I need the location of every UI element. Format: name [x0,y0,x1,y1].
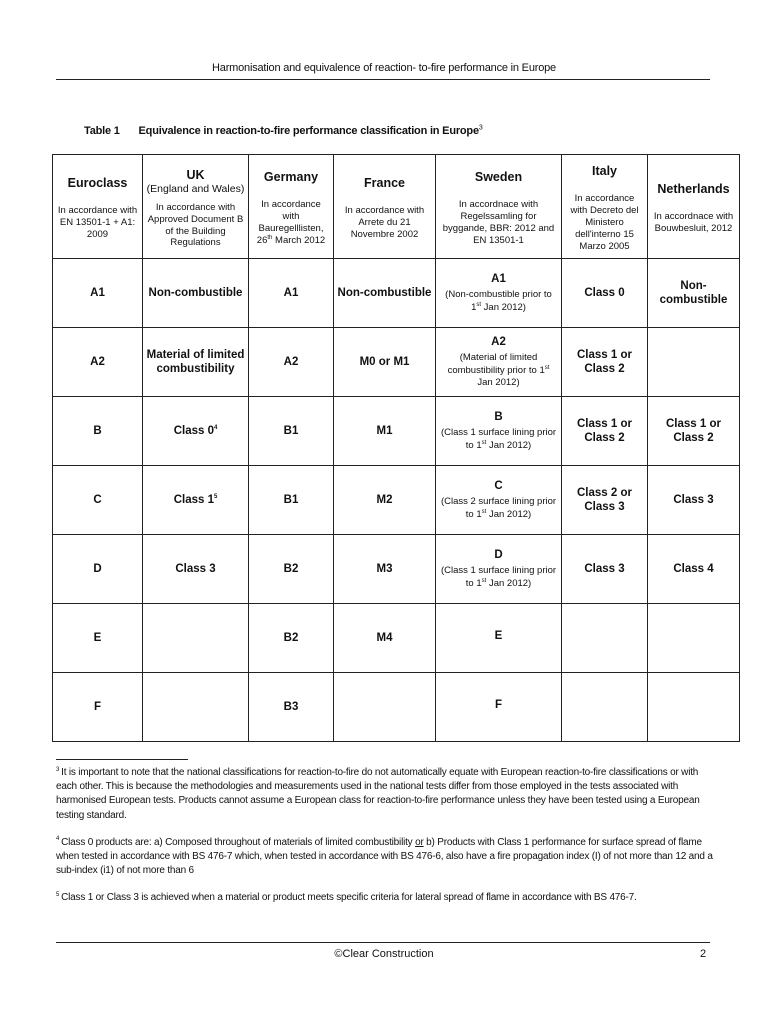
cell-netherlands: Non-combustible [648,259,740,328]
cell-uk-sup: 4 [213,424,218,431]
footnote-3-text: It is important to note that the national classifications for reaction-to-fire do not automatically equate with European reaction-to-fire classifications or with each other. This is because the methodologies and measurements used in the national tests differ from those employed in the tests associated with harmonised European tests. Products cannot assume a European class for reaction-to-fire performance unless they have been tested using a European testing standard. [56,767,700,821]
table-header-row [53,155,740,259]
cell-uk-text: Material of limited combustibility [146,348,245,375]
col-spec-germany-a: In accordance with Bauregelllisten, 26 [256,199,324,246]
cell-sweden-class: A2 [491,335,506,348]
col-name-netherlands: Netherlands [657,182,730,197]
sweden-note-b: Jan 2012) [477,376,520,388]
cell-france [334,673,436,742]
cell-uk [143,328,249,397]
cell-italy: Class 3 [562,535,648,604]
running-header: Harmonisation and equivalence of reaction- to-fire performance in Europe [212,62,556,74]
cell-sweden-note [439,427,558,452]
col-header-netherlands [648,155,740,259]
cell-uk [143,259,249,328]
sweden-note-a: (Non-combustible prior to 1 [445,289,552,313]
col-header-uk [143,155,249,259]
cell-euroclass: E [53,604,143,673]
cell-italy: Class 1 or Class 2 [562,397,648,466]
cell-euroclass: A1 [53,259,143,328]
col-spec-germany-sup: th [267,234,273,241]
col-spec-germany [252,199,330,247]
cell-sweden [436,604,562,673]
footer-rule [56,942,710,943]
cell-sweden-note [439,352,558,389]
col-spec-italy: In accordance with Decreto del Ministero dell'interno 15 Marzo 2005 [570,193,639,252]
cell-uk [143,604,249,673]
col-name-germany: Germany [263,170,319,185]
footnote-4-or: or [415,836,424,848]
cell-euroclass: B [53,397,143,466]
cell-uk-text: Class 1 [173,493,214,506]
col-spec-sweden: In accordnace with Regelssamling for byggande, BBR: 2012 and EN 13501-1 [442,199,555,246]
cell-france: M3 [334,535,436,604]
col-name-france: France [364,176,405,191]
sweden-note-a: (Material of limited combustibility prior to 1 [447,352,545,376]
cell-sweden [436,328,562,397]
col-header-germany [249,155,334,259]
sweden-note-sup: st [481,577,487,584]
cell-netherlands [648,673,740,742]
cell-sweden-class: D [494,548,503,561]
col-header-france [334,155,436,259]
cell-uk [143,535,249,604]
cell-sweden-note [439,289,558,314]
cell-sweden [436,466,562,535]
cell-france: Non-combustible [334,259,436,328]
table-row [53,673,740,742]
table-row [53,259,740,328]
col-header-euroclass [53,155,143,259]
sweden-note-sup: st [481,508,487,515]
sweden-note-b: Jan 2012) [481,301,526,313]
col-spec-netherlands: In accordnace with Bouwbesluit, 2012 [653,211,734,234]
cell-netherlands [648,328,740,397]
cell-sweden-note [439,565,558,590]
cell-sweden [436,397,562,466]
cell-italy: Class 1 or Class 2 [562,328,648,397]
sweden-note-sup: st [481,439,487,446]
sweden-note-sup: st [476,301,482,308]
cell-uk [143,397,249,466]
cell-sweden-class: C [494,479,503,492]
cell-italy [562,673,648,742]
table-number: Table 1 [84,125,120,137]
footnote-5-text: Class 1 or Class 3 is achieved when a material or product meets specific criteria for lateral spread of flame in accordance with BS 476-7. [61,892,637,904]
cell-netherlands: Class 3 [648,466,740,535]
cell-france: M1 [334,397,436,466]
cell-germany: B2 [249,535,334,604]
cell-france: M2 [334,466,436,535]
footnote-4-text-a: Class 0 products are: a) Composed throughout of materials of limited combustibility [61,836,416,848]
cell-uk-text: Class 3 [175,562,216,575]
table-row [53,466,740,535]
col-name-sweden: Sweden [474,170,523,185]
footnote-3-mark: 3 [56,766,60,773]
sweden-note-b: Jan 2012) [486,439,532,451]
table-row [53,604,740,673]
cell-sweden-class: F [494,699,503,712]
cell-euroclass: D [53,535,143,604]
cell-netherlands: Class 1 or Class 2 [648,397,740,466]
col-spec-france: In accordance with Arrete du 21 Novembre 2002 [344,205,425,240]
cell-uk [143,466,249,535]
footnote-4-text-b: b) Products with Class 1 performance for surface spread of flame when tested in accordance with BS 476-7 which, when tested in accordance with BS 476-6, also have a fire propagation index (I) of not more than 12 and a sub-index (i1) of not more than 6 [56,836,713,877]
sweden-note-b: Jan 2012) [486,577,532,589]
sweden-note-a: (Class 1 surface lining prior to 1 [440,565,557,589]
table-caption [84,125,483,137]
cell-sweden-class: B [494,410,503,423]
footnote-rule [56,759,188,760]
cell-germany: A2 [249,328,334,397]
col-header-sweden [436,155,562,259]
col-spec-uk: In accordance with Approved Document B of the Building Regulations [147,201,244,249]
equivalence-table [52,154,740,742]
cell-germany: B3 [249,673,334,742]
footer-copyright: ©Clear Construction [334,948,434,960]
cell-sweden [436,673,562,742]
sweden-note-b: Jan 2012) [486,508,532,520]
cell-sweden [436,259,562,328]
footnote-3 [56,766,716,823]
cell-sweden-note [439,496,558,521]
cell-italy [562,604,648,673]
col-region-uk: (England and Wales) [146,182,245,195]
col-name-italy: Italy [591,164,617,179]
header-rule [56,79,710,80]
cell-germany: B1 [249,466,334,535]
cell-euroclass: C [53,466,143,535]
cell-euroclass: F [53,673,143,742]
cell-sweden [436,535,562,604]
caption-footnote-ref: 3 [478,124,483,132]
sweden-note-a: (Class 1 surface lining prior to 1 [440,427,557,451]
cell-germany: B2 [249,604,334,673]
table-row [53,397,740,466]
cell-france: M0 or M1 [334,328,436,397]
sweden-note-sup: st [544,364,550,371]
cell-netherlands: Class 4 [648,535,740,604]
cell-euroclass: A2 [53,328,143,397]
cell-germany: A1 [249,259,334,328]
cell-italy: Class 2 or Class 3 [562,466,648,535]
table-row [53,535,740,604]
footnote-5 [56,891,716,905]
col-name-euroclass: Euroclass [67,176,128,191]
footnote-4 [56,836,716,879]
cell-uk-sup: 5 [213,493,218,500]
cell-uk-text: Class 0 [173,424,214,437]
page-number: 2 [700,948,707,960]
cell-germany: B1 [249,397,334,466]
cell-sweden-class: E [494,630,503,643]
col-spec-germany-b: March 2012 [275,234,326,246]
cell-sweden-class: A1 [491,272,506,285]
col-name-uk: UK [186,167,205,182]
footnote-4-mark: 4 [56,836,60,843]
col-spec-euroclass: In accordance with EN 13501-1 + A1: 2009 [57,205,138,240]
col-header-italy [562,155,648,259]
cell-uk-text: Non-combustible [148,286,243,299]
cell-uk [143,673,249,742]
footnote-5-mark: 5 [56,891,60,898]
table-row [53,328,740,397]
sweden-note-a: (Class 2 surface lining prior to 1 [440,496,557,520]
cell-france: M4 [334,604,436,673]
table-title: Equivalence in reaction-to-fire performance classification in Europe [138,125,479,137]
cell-italy: Class 0 [562,259,648,328]
cell-netherlands [648,604,740,673]
footnotes [56,766,716,919]
